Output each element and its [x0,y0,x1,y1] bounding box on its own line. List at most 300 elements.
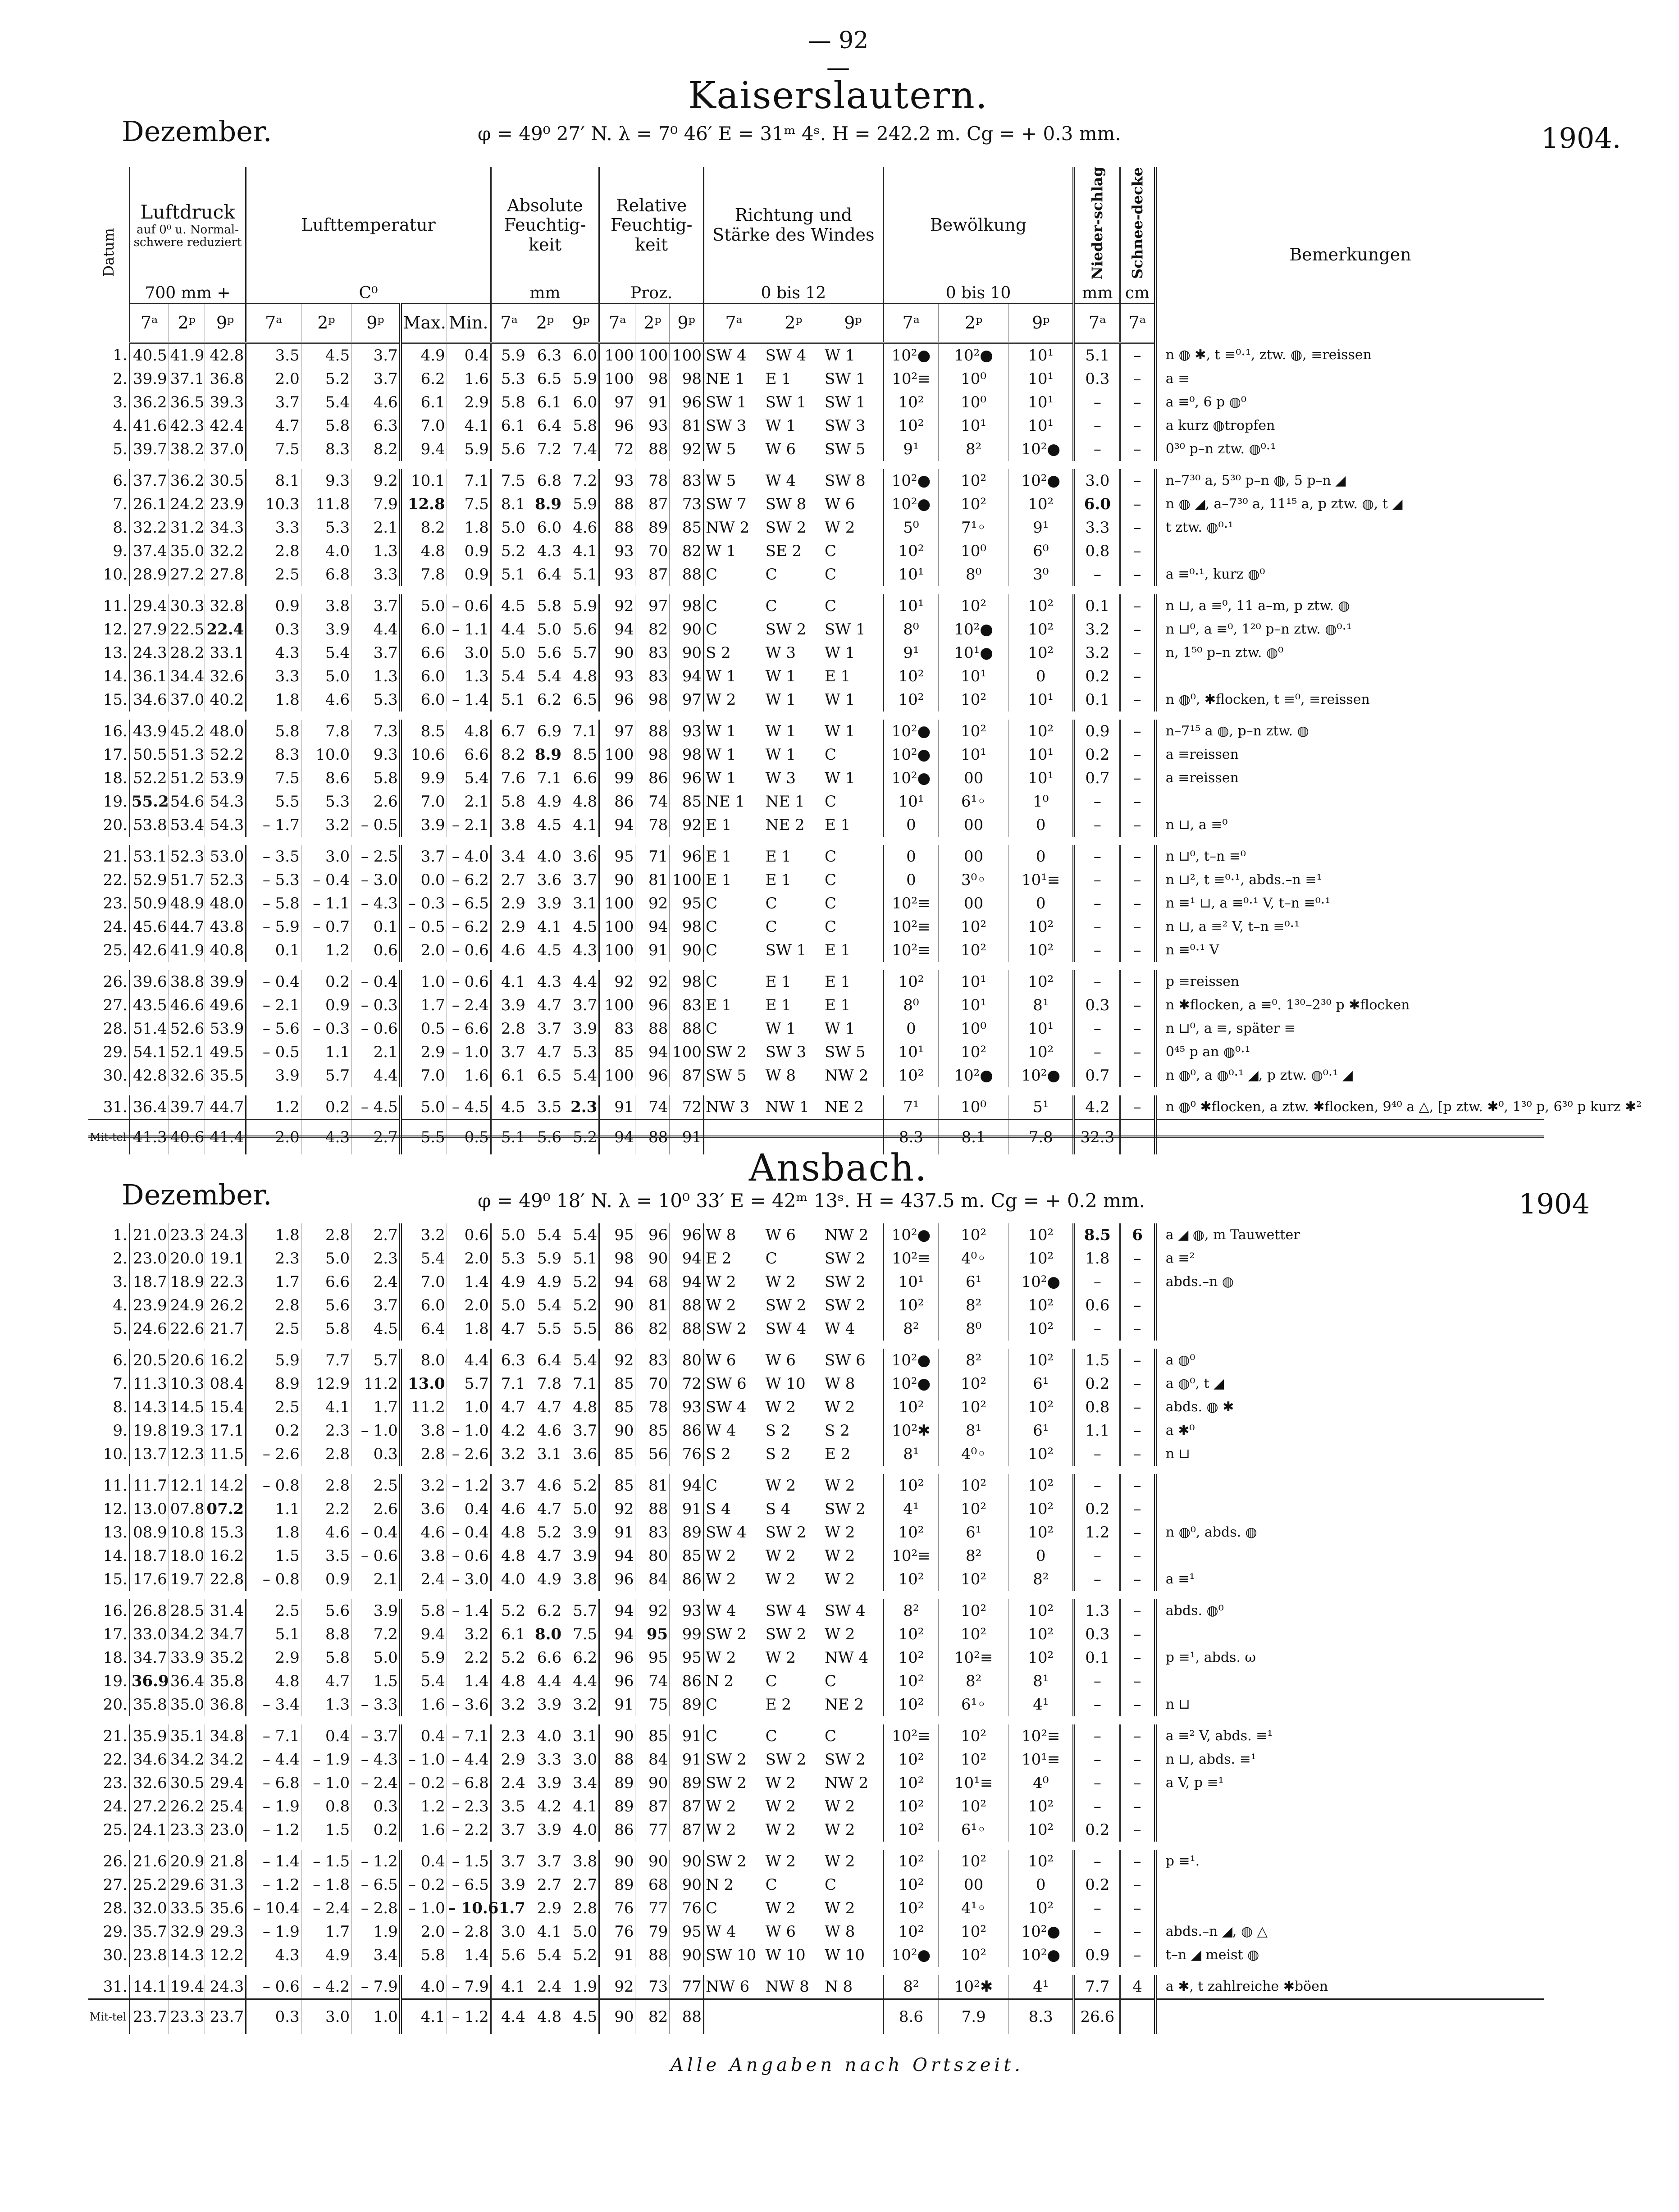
cell-temp-7a: 3.9 [246,1064,301,1091]
cell-temp-2p: 5.2 [301,367,351,391]
cell-temp-2p: 11.8 [301,493,351,516]
cell-rel-hum-7a: 86 [599,1818,635,1846]
cell-temp-max: 0.5 [401,1017,447,1040]
cell-abs-hum-9p: 4.8 [563,1396,599,1419]
cell-cloud-9p: 10¹ [1009,367,1074,391]
cell-pressure-7a: 24.3 [129,641,169,665]
cell-rel-hum-7a: 93 [599,563,635,590]
cell-cloud-2p: 10¹ [939,665,1009,688]
cell-snow: – [1120,1470,1155,1497]
cell-pressure-9p: 14.2 [205,1470,246,1497]
cell-abs-hum-9p: 5.7 [563,1595,599,1623]
cell-rel-hum-9p: 98 [670,367,704,391]
cell-wind-7a: W 5 [703,465,764,493]
cell-temp-9p: – 4.3 [351,1748,401,1771]
cell-day: 2. [113,369,128,388]
cell-temp-9p: 3.3 [351,563,401,590]
cell-rel-hum-2p: 92 [635,892,670,915]
cell-cloud-9p: 10¹ [1009,743,1074,766]
cell-abs-hum-2p: 4.1 [527,1920,563,1943]
cell-rel-hum-7a: 92 [599,966,635,994]
cell-snow: – [1120,1595,1155,1623]
cell-abs-hum-9p: 8.5 [563,743,599,766]
cell-abs-hum-2p: 6.2 [527,1595,563,1623]
cell-pressure-7a: 40.5 [129,343,169,367]
cell-cloud-9p: 10²≡ [1009,1720,1074,1748]
cell-snow: – [1120,563,1155,590]
cell-temp-max: 6.0 [401,618,447,641]
cell-rel-hum-7a: 100 [599,743,635,766]
cell-rel-hum-9p: 93 [670,716,704,743]
cell-temp-9p: – 2.8 [351,1897,401,1920]
cell-remarks: a ◍⁰ [1155,1345,1544,1372]
cell-pressure-7a: 14.1 [129,1971,169,1999]
cell-rel-hum-9p: 94 [670,1470,704,1497]
cell-cloud-2p: 10⁰ [939,1091,1009,1120]
cell-wind-7a: W 1 [703,766,764,790]
cell-abs-hum-2p: 5.6 [527,641,563,665]
cell-abs-hum-9p: 4.5 [563,915,599,939]
cell-pressure-9p: 17.1 [205,1419,246,1442]
cell-precip: 0.3 [1074,994,1120,1017]
cell-pressure-9p: 35.2 [205,1646,246,1669]
cell-pressure-2p: 20.6 [169,1345,205,1372]
cell-temp-2p: 5.8 [301,1646,351,1669]
cell-wind-2p: SW 1 [764,939,823,966]
cell-rel-hum-2p: 89 [635,516,670,539]
table-row [88,1568,1544,1595]
cell-temp-7a: 2.9 [246,1646,301,1669]
cell-precip: – [1074,414,1120,438]
cell-cloud-2p: 10² [939,915,1009,939]
cell-cloud-2p: 8² [939,1669,1009,1693]
cell-abs-hum-2p: 2.9 [527,1897,563,1920]
cell-abs-hum-9p: 5.9 [563,493,599,516]
cell-temp-min: – 4.4 [447,1748,491,1771]
cell-abs-hum-7a: 5.9 [491,343,527,367]
cell-pressure-9p: 12.2 [205,1943,246,1971]
cell-abs-hum-9p: 5.4 [563,1345,599,1372]
cell-temp-2p: 4.9 [301,1943,351,1971]
cell-rel-hum-2p: 98 [635,743,670,766]
cell-rel-hum-7a: 100 [599,343,635,367]
cell-temp-min: 2.2 [447,1646,491,1669]
cell-abs-hum-7a: 6.1 [491,1623,527,1646]
table-row [88,343,1544,367]
cell-cloud-7a: 10² [883,1623,939,1646]
cell-precip: 3.2 [1074,641,1120,665]
cell-pressure-7a: 28.9 [129,563,169,590]
cell-temp-max: 9.4 [401,438,447,465]
cell-temp-max: – 0.2 [401,1873,447,1897]
cell-cloud-2p: 7¹◦ [939,516,1009,539]
cell-temp-2p: – 1.5 [301,1846,351,1873]
niederschlag-unit: mm [1074,284,1120,303]
cell-rel-hum-7a: 92 [599,590,635,618]
cell-day: 14. [103,1547,128,1565]
cell-pressure-9p: 39.3 [205,391,246,414]
cell-temp-9p: – 3.7 [351,1720,401,1748]
cell-temp-min: 1.4 [447,1943,491,1971]
hour-2p: 2ᵖ [527,303,563,343]
cell-pressure-2p: 31.2 [169,516,205,539]
cell-temp-7a: 5.9 [246,1345,301,1372]
cell-wind-2p: E 1 [764,868,823,892]
cell-rel-hum-7a: 85 [599,1470,635,1497]
cell-wind-2p: SW 2 [764,1623,823,1646]
cell-wind-7a: S 2 [703,641,764,665]
cell-rel-hum-9p: 96 [670,766,704,790]
cell-pressure-9p: 40.2 [205,688,246,716]
cell-rel-hum-2p: 78 [635,465,670,493]
cell-pressure-2p: 18.0 [169,1544,205,1568]
cell-cloud-2p: 00 [939,1873,1009,1897]
cell-remarks [1155,1999,1544,2034]
cell-wind-7a: SW 1 [703,391,764,414]
cell-pressure-7a: 32.2 [129,516,169,539]
cell-temp-7a: – 2.1 [246,994,301,1017]
cell-day: 30. [103,1946,128,1964]
cell-remarks: n ✱flocken, a ≡⁰. 1³⁰–2³⁰ p ✱flocken [1155,994,1544,1017]
cell-pressure-2p: 24.2 [169,493,205,516]
cell-rel-hum-2p: 82 [635,618,670,641]
cell-wind-7a: W 2 [703,1795,764,1818]
cell-pressure-9p: 52.2 [205,743,246,766]
cell-wind-2p: W 6 [764,438,823,465]
cell-rel-hum-7a: 95 [599,1223,635,1247]
cell-pressure-7a: 23.8 [129,1943,169,1971]
cell-rel-hum-7a: 90 [599,1419,635,1442]
cell-abs-hum-2p: 4.7 [527,1040,563,1064]
cell-cloud-9p: 10²● [1009,1943,1074,1971]
cell-day: 3. [113,393,128,411]
cell-pressure-7a: 27.2 [129,1795,169,1818]
cell-remarks: n ⊔, a ≡⁰ [1155,813,1544,841]
cell-abs-hum-7a: 2.9 [491,915,527,939]
cell-cloud-7a: 10² [883,1568,939,1595]
rel-feuchtigkeit-unit: Proz. [599,284,704,303]
cell-abs-hum-7a: 4.4 [491,1999,527,2034]
cell-cloud-2p: 10² [939,1470,1009,1497]
cell-temp-max: 4.8 [401,539,447,563]
cell-cloud-7a: 10²● [883,1223,939,1247]
cell-pressure-2p: 26.2 [169,1795,205,1818]
cell-wind-9p: W 1 [823,343,884,367]
cell-wind-7a: W 5 [703,438,764,465]
cell-day: 7. [113,495,128,513]
cell-cloud-7a: 10²● [883,465,939,493]
cell-abs-hum-9p: 4.1 [563,1795,599,1818]
cell-cloud-9p: 3⁰ [1009,563,1074,590]
cell-snow: – [1120,641,1155,665]
cell-rel-hum-9p: 86 [670,1568,704,1595]
cell-temp-2p: 6.6 [301,1270,351,1294]
cell-rel-hum-2p: 100 [635,343,670,367]
cell-day: 18. [103,769,128,787]
cell-rel-hum-9p: 100 [670,343,704,367]
cell-wind-7a: W 8 [703,1223,764,1247]
cell-pressure-7a: 36.1 [129,665,169,688]
cell-precip: 1.8 [1074,1247,1120,1270]
cell-rel-hum-9p: 88 [670,1317,704,1345]
cell-pressure-9p: 36.8 [205,367,246,391]
cell-wind-7a: W 1 [703,539,764,563]
cell-temp-7a: – 0.6 [246,1971,301,1999]
cell-precip: – [1074,1442,1120,1470]
cell-rel-hum-7a: 90 [599,1720,635,1748]
cell-pressure-7a: 24.6 [129,1317,169,1345]
cell-rel-hum-9p: 89 [670,1771,704,1795]
cell-temp-9p: 9.3 [351,743,401,766]
year-label: 1904. [1541,122,1621,155]
cell-cloud-7a: 0 [883,868,939,892]
cell-wind-2p: W 1 [764,414,823,438]
cell-temp-9p: 3.7 [351,641,401,665]
cell-wind-9p: S 2 [823,1419,884,1442]
cell-cloud-2p: 10² [939,1372,1009,1396]
cell-temp-9p: 3.7 [351,590,401,618]
cell-rel-hum-7a: 96 [599,1568,635,1595]
cell-rel-hum-2p: 98 [635,688,670,716]
cell-wind-9p: W 2 [823,1470,884,1497]
cell-rel-hum-9p: 99 [670,1623,704,1646]
cell-rel-hum-2p: 95 [635,1646,670,1669]
table-row [88,1873,1544,1897]
cell-cloud-2p: 6¹◦ [939,790,1009,813]
cell-abs-hum-9p: 4.8 [563,665,599,688]
cell-cloud-7a: 10²≡ [883,892,939,915]
table-row [88,539,1544,563]
cell-rel-hum-2p: 74 [635,790,670,813]
weather-table-ansbach [88,1223,1544,2034]
cell-snow: – [1120,966,1155,994]
cell-rel-hum-7a: 97 [599,716,635,743]
cell-day: 5. [113,440,128,458]
cell-abs-hum-2p: 4.5 [527,939,563,966]
cell-temp-min: 4.4 [447,1345,491,1372]
cell-pressure-7a: 43.5 [129,994,169,1017]
cell-temp-7a: 2.8 [246,539,301,563]
cell-remarks [1155,1470,1544,1497]
cell-wind-2p: C [764,1873,823,1897]
cell-snow: – [1120,391,1155,414]
cell-wind-9p: SW 2 [823,1294,884,1317]
cell-abs-hum-2p: 2.4 [527,1971,563,1999]
cell-temp-2p: 2.8 [301,1470,351,1497]
cell-wind-7a: SW 2 [703,1317,764,1345]
cell-temp-2p: 3.5 [301,1544,351,1568]
cell-cloud-7a: 10¹ [883,1270,939,1294]
cell-snow: – [1120,813,1155,841]
cell-cloud-2p: 7.9 [939,1999,1009,2034]
cell-wind-7a: SW 2 [703,1623,764,1646]
cell-snow: – [1120,343,1155,367]
cell-wind-7a: W 2 [703,1544,764,1568]
cell-wind-2p: W 6 [764,1920,823,1943]
cell-precip: 5.1 [1074,343,1120,367]
cell-snow: – [1120,1521,1155,1544]
cell-wind-7a: W 6 [703,1345,764,1372]
cell-wind-2p [764,1999,823,2034]
cell-rel-hum-7a: 92 [599,1971,635,1999]
cell-pressure-9p: 34.2 [205,1748,246,1771]
cell-temp-2p: 3.8 [301,590,351,618]
cell-rel-hum-9p: 72 [670,1091,704,1120]
cell-rel-hum-9p: 93 [670,1396,704,1419]
cell-temp-2p: – 4.2 [301,1971,351,1999]
cell-cloud-2p: 10⁰ [939,367,1009,391]
cell-precip: 0.2 [1074,1873,1120,1897]
cell-wind-2p: W 1 [764,1017,823,1040]
cell-temp-min: 2.9 [447,391,491,414]
cell-remarks: n ⊔ [1155,1442,1544,1470]
cell-rel-hum-9p: 94 [670,665,704,688]
cell-rel-hum-9p: 87 [670,1818,704,1846]
cell-wind-9p: E 1 [823,939,884,966]
cell-temp-min: – 0.6 [447,590,491,618]
cell-abs-hum-2p: 3.9 [527,1818,563,1846]
cell-rel-hum-2p: 80 [635,1544,670,1568]
cell-abs-hum-7a: 3.7 [491,1470,527,1497]
cell-wind-7a: W 1 [703,665,764,688]
cell-temp-7a: 8.3 [246,743,301,766]
cell-temp-7a: 8.9 [246,1372,301,1396]
cell-cloud-2p: 10¹ [939,414,1009,438]
cell-rel-hum-7a: 100 [599,939,635,966]
cell-temp-9p: 1.5 [351,1669,401,1693]
cell-wind-2p: W 1 [764,688,823,716]
table-row [88,414,1544,438]
cell-cloud-9p: 10¹ [1009,1017,1074,1040]
hour-2p: 2ᵖ [301,303,351,343]
table-row [88,1595,1544,1623]
cell-cloud-2p: 00 [939,841,1009,868]
cell-precip: 0.9 [1074,1943,1120,1971]
cell-day: 22. [103,871,128,889]
cell-abs-hum-9p: 3.1 [563,1720,599,1748]
cell-pressure-9p: 32.8 [205,590,246,618]
cell-rel-hum-2p: 83 [635,1521,670,1544]
cell-temp-2p: 5.4 [301,391,351,414]
cell-temp-2p: 7.7 [301,1345,351,1372]
cell-temp-7a: – 4.4 [246,1748,301,1771]
cell-cloud-7a: 10¹ [883,790,939,813]
cell-temp-7a: 2.5 [246,1595,301,1623]
cell-rel-hum-2p: 84 [635,1568,670,1595]
cell-temp-7a: 0.3 [246,618,301,641]
cell-pressure-2p: 23.3 [169,1223,205,1247]
cell-cloud-7a: 10² [883,688,939,716]
cell-abs-hum-9p: 2.8 [563,1897,599,1920]
cell-wind-2p: SW 2 [764,1748,823,1771]
cell-temp-min: 1.0 [447,1396,491,1419]
cell-rel-hum-7a: 94 [599,1270,635,1294]
cell-cloud-7a: 10² [883,1795,939,1818]
cell-wind-7a: W 1 [703,743,764,766]
cell-abs-hum-9p: 3.9 [563,1521,599,1544]
cell-pressure-9p: 22.4 [205,618,246,641]
cell-wind-2p: SW 2 [764,516,823,539]
cell-temp-min: 1.8 [447,516,491,539]
cell-rel-hum-2p: 92 [635,1595,670,1623]
cell-wind-7a: SW 4 [703,343,764,367]
cell-day: 19. [103,1672,128,1690]
cell-pressure-2p: 10.8 [169,1521,205,1544]
cell-wind-9p: W 8 [823,1372,884,1396]
cell-wind-7a: C [703,915,764,939]
cell-cloud-7a: 10² [883,1771,939,1795]
cell-temp-7a: 1.8 [246,1223,301,1247]
cell-precip: 0.2 [1074,743,1120,766]
cell-rel-hum-2p: 75 [635,1693,670,1720]
cell-rel-hum-2p: 93 [635,414,670,438]
cell-temp-9p: – 0.4 [351,966,401,994]
cell-wind-9p: NW 4 [823,1646,884,1669]
hour-2p: 2ᵖ [764,303,823,343]
cell-pressure-7a: 53.8 [129,813,169,841]
cell-cloud-9p: 10² [1009,1040,1074,1064]
cell-pressure-9p: 52.3 [205,868,246,892]
cell-temp-9p: 3.7 [351,367,401,391]
cell-abs-hum-2p: 8.0 [527,1623,563,1646]
cell-remarks [1155,1294,1544,1317]
cell-pressure-9p: 08.4 [205,1372,246,1396]
cell-cloud-7a: 10²● [883,343,939,367]
cell-pressure-2p: 51.2 [169,766,205,790]
cell-abs-hum-7a: 3.2 [491,1693,527,1720]
cell-rel-hum-9p: 96 [670,1223,704,1247]
cell-temp-9p: – 1.2 [351,1846,401,1873]
cell-abs-hum-7a: 7.6 [491,766,527,790]
cell-wind-2p: NW 1 [764,1091,823,1120]
cell-temp-7a: 0.3 [246,1999,301,2034]
cell-temp-max: 3.8 [401,1544,447,1568]
cell-wind-2p: W 2 [764,1897,823,1920]
cell-day: 25. [103,1821,128,1839]
cell-snow: – [1120,1442,1155,1470]
cell-temp-2p: 5.6 [301,1294,351,1317]
cell-abs-hum-2p: 5.8 [527,590,563,618]
cell-rel-hum-9p: 82 [670,539,704,563]
cell-cloud-9p: 10² [1009,618,1074,641]
hour-9p: 9ᵖ [670,303,704,343]
cell-wind-2p: C [764,892,823,915]
cell-temp-min: 4.1 [447,414,491,438]
cell-wind-7a: C [703,1897,764,1920]
cell-abs-hum-9p: 5.0 [563,1497,599,1521]
cell-snow: – [1120,1017,1155,1040]
cell-precip: – [1074,1017,1120,1040]
cell-abs-hum-2p: 6.8 [527,465,563,493]
cell-temp-2p: 4.3 [301,1119,351,1154]
cell-temp-max: 4.9 [401,343,447,367]
cell-rel-hum-9p: 91 [670,1497,704,1521]
cell-abs-hum-7a: 4.5 [491,1091,527,1120]
cell-pressure-7a: 13.0 [129,1497,169,1521]
table-row [88,939,1544,966]
cell-cloud-9p: 10² [1009,939,1074,966]
cell-wind-9p: C [823,915,884,939]
cell-abs-hum-2p: 4.9 [527,790,563,813]
cell-wind-7a: N 2 [703,1669,764,1693]
cell-abs-hum-9p: 5.6 [563,618,599,641]
cell-wind-7a: C [703,966,764,994]
cell-pressure-9p: 11.5 [205,1442,246,1470]
cell-rel-hum-2p: 83 [635,641,670,665]
cell-cloud-7a: 9¹ [883,641,939,665]
cell-abs-hum-7a: 3.4 [491,841,527,868]
cell-wind-9p: SW 8 [823,465,884,493]
